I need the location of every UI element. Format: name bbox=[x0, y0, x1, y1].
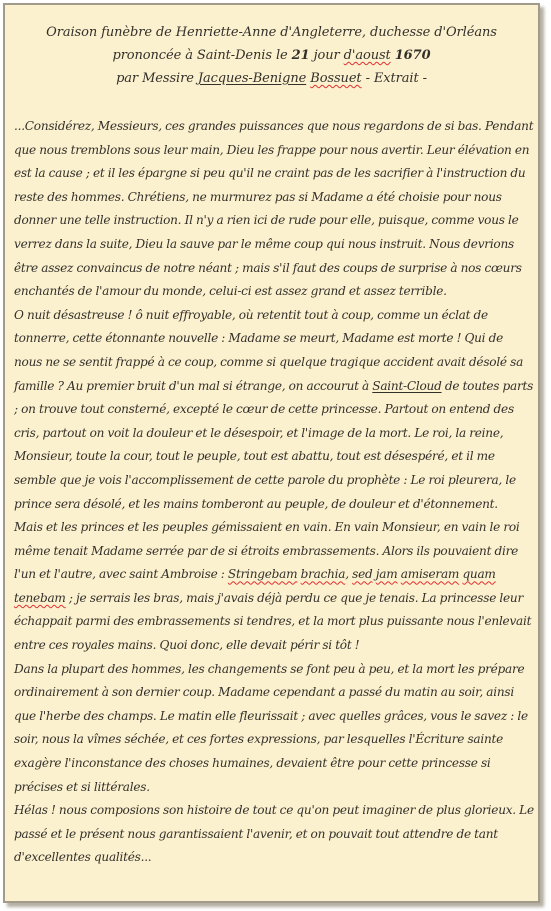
title-text: jour bbox=[309, 48, 344, 63]
document-frame bbox=[3, 3, 540, 903]
title-day: 21 bbox=[291, 48, 310, 63]
paragraph-1: ...Considérez, Messieurs, ces grandes puissances que nous regardons de si bas. Pendant que nous tremblons sous leur main, Dieu les frappe pour nous avertir. Leur élévation en est la cause ; et il les épargne si peu qu'il ne craint pas de les sacrifier à l'instruction du reste des hommes. Chrétiens, ne murmurez pas si Madame a été choisie pour nous donner une telle instruction. Il n'y a rien ici de rude pour elle, puisque, comme vous le verrez dans la suite, Dieu la sauve par le même coup qui nous instruit. Nous devrions être assez convaincus de notre néant ; mais s'il faut des coups de surprise à nos cœurs enchantés de l'amour du monde, celui-ci est assez grand et assez terrible. bbox=[14, 119, 534, 299]
latin-word: tenebam bbox=[14, 590, 66, 605]
latin-word: Stringebam bbox=[227, 567, 298, 582]
document-title bbox=[5, 21, 538, 90]
author-first-name: Jacques-Benigne bbox=[197, 71, 307, 86]
latin-word: brachia bbox=[300, 567, 346, 582]
title-line-1: Oraison funèbre de Henriette-Anne d'Angleterre, duchesse d'Orléans bbox=[46, 25, 497, 40]
title-line-3 bbox=[5, 67, 538, 90]
title-year: 1670 bbox=[394, 48, 431, 63]
paragraph-3: Mais et les princes et les peuples gémissaient en vain. En vain Monsieur, en vain le roi même tenait Madame serrée par de si étroits embrassements. Alors ils pouvaient dire l'un et l'autre, avec saint Ambroise : Stringebam brachia, sed jam amiseram quam tenebam ; je serrais les bras, mais j'avais déjà perdu ce que je tenais. La princesse leur échappait parmi des embrassements si tendres, et la mort plus puissante nous l'enlevait entre ces royales mains. Quoi donc, elle devait périr si tôt ! bbox=[14, 520, 532, 653]
latin-word: quam bbox=[462, 567, 496, 582]
paragraph-4: Dans la plupart des hommes, les changements se font peu à peu, et la mort les prépare ordinairement à son dernier coup. Madame cependant a passé du matin au soir, ainsi que l'herbe des champs. Le matin elle fleurissait ; avec quelles grâces, vous le savez : le soir, nous la vîmes séchée, et ces fortes expressions, par lesquelles l'Écriture sainte exagère l'inconstance des choses humaines, devaient être pour cette princesse si précises et si littérales. bbox=[14, 661, 528, 794]
place-saint-cloud: Saint-Cloud bbox=[372, 378, 442, 393]
title-text: par Messire bbox=[116, 71, 198, 86]
title-line-2 bbox=[5, 44, 538, 67]
paragraph-2: O nuit désastreuse ! ô nuit effroyable, où retentit tout à coup, comme un éclat de tonnerre, cette étonnante nouvelle : Madame se meurt, Madame est morte ! Qui de nous ne se sentit frappé à ce coup, comme si quelque tragique accident avait désolé sa famille ? Au premier bruit d'un mal si étrange, on accourut à Saint-Cloud de toutes parts ; on trouve tout consterné, excepté le cœur de cette princesse. Partout on entend des cris, partout on voit la douleur et le désespoir, et l'image de la mort. Le roi, la reine, Monsieur, toute la cour, tout le peuple, tout est abattu, tout est désespéré, et il me semble que je vois l'accomplissement de cette parole du prophète : Le roi pleurera, le prince sera désolé, et les mains tomberont au peuple, de douleur et d'étonnement. bbox=[14, 307, 534, 511]
latin-word: jam bbox=[375, 567, 398, 582]
latin-word: amiseram bbox=[400, 567, 460, 582]
title-text: - Extrait - bbox=[361, 71, 427, 86]
paragraph-5: Hélas ! nous composions son histoire de tout ce qu'on peut imaginer de plus glorieux. Le passé et le présent nous garantissaient l'avenir, et on pouvait tout attendre de tant d'excellentes qualités... bbox=[14, 803, 534, 865]
latin-word: sed bbox=[352, 567, 373, 582]
title-text: prononcée à Saint-Denis le bbox=[112, 48, 292, 63]
title-month: d'aoust bbox=[343, 48, 391, 63]
author-last-name: Bossuet bbox=[310, 71, 362, 86]
document-body bbox=[14, 115, 534, 870]
